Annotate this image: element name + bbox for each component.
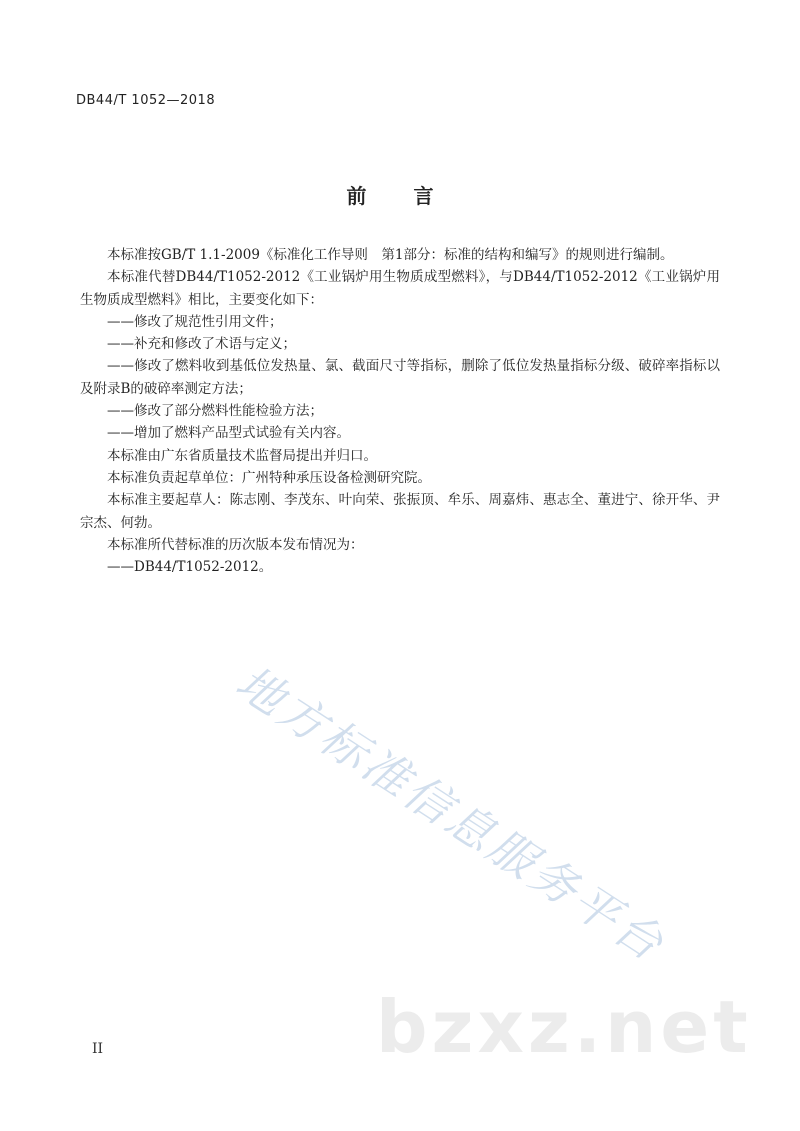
paragraph-version-history: 本标准所代替标准的历次版本发布情况为：	[107, 536, 364, 553]
foreword-body	[80, 244, 720, 578]
paragraph-drafting-unit: 本标准负责起草单位：广州特种承压设备检测研究院。	[107, 469, 431, 486]
paragraph-replacement-note: 本标准代替DB44/T1052-2012《工业锅炉用生物质成型燃料》，与DB44/T1052-2012《工业锅炉用生物质成型燃料》相比，主要变化如下：	[80, 269, 720, 308]
watermark-platform-text: 地方标准信息服务平台	[226, 654, 676, 973]
change-item: ——修改了规范性引用文件；	[107, 313, 283, 330]
change-item: ——修改了部分燃料性能检验方法；	[107, 403, 323, 420]
change-item: ——增加了燃料产品型式试验有关内容。	[107, 425, 350, 442]
page-number: II	[92, 1041, 104, 1057]
paragraph-compilation-rule: 本标准按GB/T 1.1-2009《标准化工作导则 第1部分：标准的结构和编写》的规则进行编制。	[107, 247, 674, 263]
version-history-item: ——DB44/T1052-2012。	[107, 559, 273, 576]
page-title: 前 言	[346, 184, 454, 208]
watermark-site-logo: bzxz.net	[376, 985, 752, 1069]
standard-code: DB44/T 1052—2018	[76, 93, 216, 108]
paragraph-proposer: 本标准由广东省质量技术监督局提出并归口。	[107, 447, 377, 464]
paragraph-drafters: 本标准主要起草人：陈志刚、李茂东、叶向荣、张振顶、牟乐、周嘉炜、惠志全、董进宁、徐开华、尹宗杰、何勃。	[80, 492, 720, 531]
change-item: ——补充和修改了术语与定义；	[107, 336, 296, 353]
change-item: ——修改了燃料收到基低位发热量、氯、截面尺寸等指标，删除了低位发热量指标分级、破碎率指标以及附录B的破碎率测定方法；	[80, 358, 720, 397]
